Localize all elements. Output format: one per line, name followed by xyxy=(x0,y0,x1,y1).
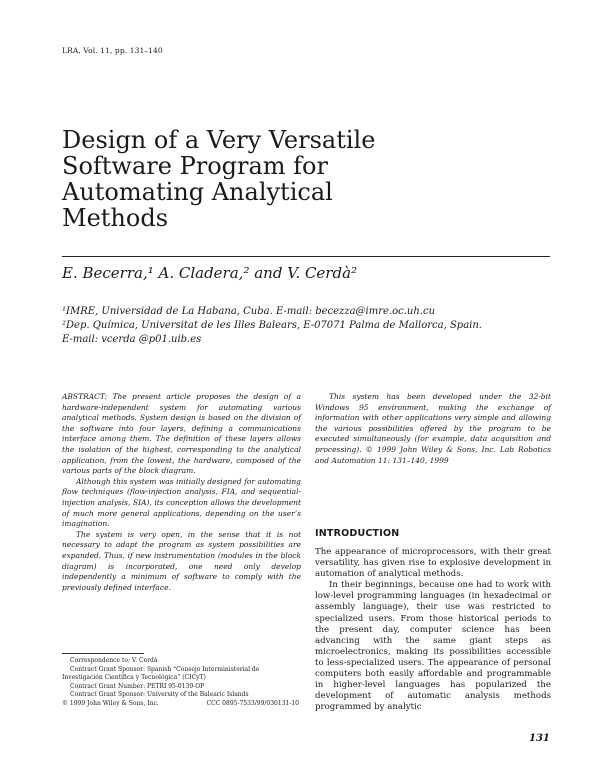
body-paragraph: In their beginnings, because one had to work with low-level programming languages (in hexadecimal or assembly language), their use was restricted to specialized users. From those historical periods to the present day, computer science has been advancing with the same giant steps as microelectronics, making its possibilities accessible to less-specialized users. The appearance of personal computers both easily affordable and programmable in higher-level languages has popularized the development of automatic analysis methods programmed by analytic xyxy=(315,580,551,713)
ccc-code: CCC 0895-7533/99/030131-10 xyxy=(206,699,299,707)
footnote-sponsor-cont: Investigación Científica y Tecnológica” (CICyT) xyxy=(62,674,206,681)
affiliation-line: ¹IMRE, Universidad de La Habana, Cuba. E-mail: becezza@imre.oc.uh.cu xyxy=(62,306,436,317)
abstract-paragraph: The system is very open, in the sense that it is not necessary to adapt the program as system possibilities are expanded. Thus, if new instrumentation (modules in the block diagram) is incorporated, one need only develop independently a minimum of software to comply with the previously defined interface. xyxy=(62,529,301,592)
title-line: Design of a Very Versatile xyxy=(62,126,376,154)
abstract-continued xyxy=(315,392,551,466)
footnote-rule xyxy=(62,653,144,654)
introduction-body xyxy=(315,547,551,713)
affiliation-line: E-mail: vcerda @p01.uib.es xyxy=(62,334,202,345)
abstract-paragraph: ABSTRACT: The present article proposes the design of a hardware-independent system for automating various analytical methods. System design is based on the division of the software into four layers, defining a communications interface among them. The definition of these layers allows the isolation of the highest, corresponding to the analytical application, from the lowest, the hardware, composed of the various parts of the block diagram. xyxy=(62,392,301,476)
affiliation-line: ²Dep. Química, Universitat de les Illes Balears, E-07071 Palma de Mallorca, Spain. xyxy=(62,320,482,331)
author-list: E. Becerra,¹ A. Cladera,² and V. Cerdà² xyxy=(62,264,358,282)
footnote-sponsor: Contract Grant Sponsor: University of the Balearic Islands xyxy=(70,691,249,698)
abstract-paragraph: This system has been developed under the 32-bit Windows 95 environment, making the exchange of information with other applications very simple and allowing the various possibilities offered by the program to be executed simultaneously (for example, data acquisition and processing). © 1999 John Wiley & Sons, Inc. Lab Robotics and Automation 11: 131–140, 1999 xyxy=(315,392,551,465)
title-rule xyxy=(62,256,550,257)
abstract xyxy=(62,392,301,593)
title-line: Automating Analytical xyxy=(62,178,333,206)
body-paragraph: The appearance of microprocessors, with their great versatility, has given rise to explosive development in automation of analytical methods. xyxy=(315,547,551,580)
footnote-correspondence: Correspondence to: V. Cerdà xyxy=(70,657,158,664)
copyright: © 1999 John Wiley & Sons, Inc. xyxy=(62,699,159,707)
abstract-paragraph: Although this system was initially designed for automating flow techniques (flow-injection analysis, FIA, and sequential-injection analysis, SIA), its conception allows the development of much more general applications, depending on the user’s imagination. xyxy=(62,476,301,529)
affiliations xyxy=(62,305,482,347)
title-line: Methods xyxy=(62,204,169,232)
footnote-grant-number: Contract Grant Number: PETRI 95-0139-OP xyxy=(70,682,205,690)
footnote-sponsor: Contract Grant Sponsor: Spanish “Consejo Interministerial de xyxy=(70,665,260,673)
footnotes xyxy=(62,657,302,708)
page-number: 131 xyxy=(529,733,550,744)
article-title xyxy=(62,127,542,231)
running-head: LRA, Vol. 11, pp. 131–140 xyxy=(62,46,163,55)
footnote-copyright-line xyxy=(62,700,299,709)
section-heading: INTRODUCTION xyxy=(315,528,400,539)
title-line: Software Program for xyxy=(62,152,328,180)
